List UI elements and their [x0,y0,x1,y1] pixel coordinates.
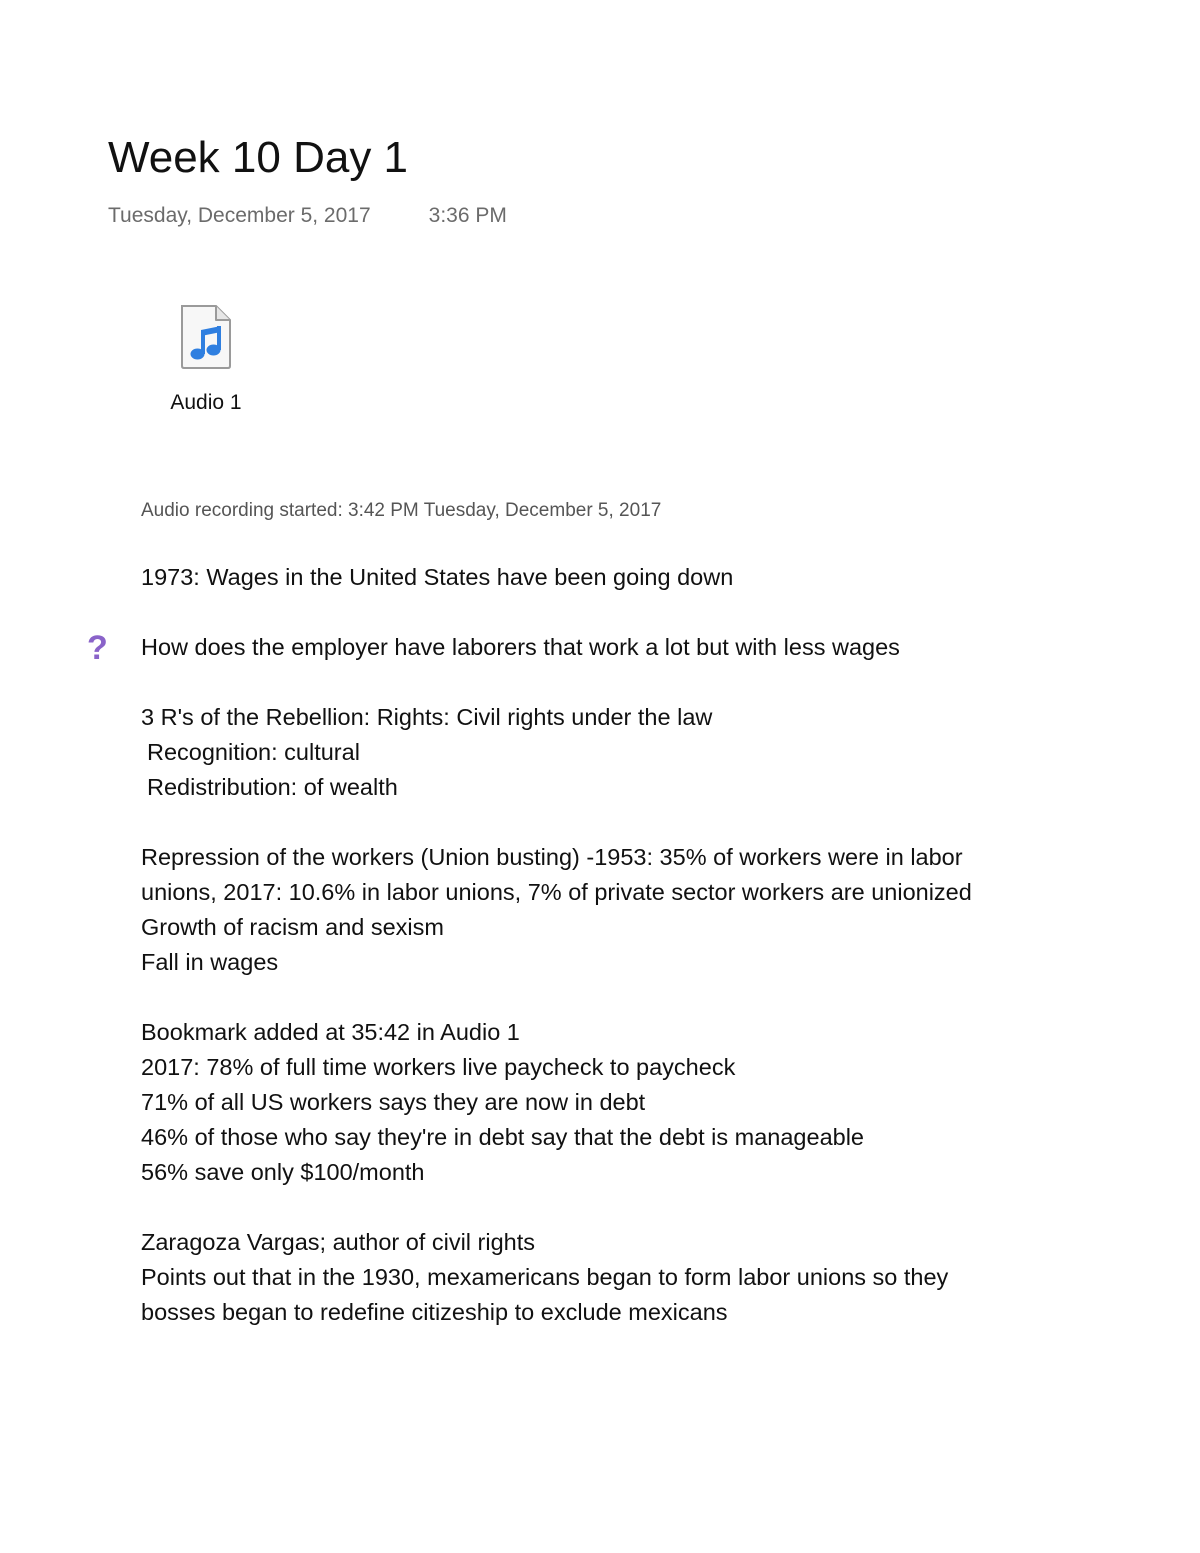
note-line-bookmark[interactable]: Bookmark added at 35:42 in Audio 1 [141,1019,520,1045]
note-body [87,560,1131,1330]
note-line-stats-1: 2017: 78% of full time workers live paycheck to paycheck [141,1054,736,1080]
note-line-wages-1973: 1973: Wages in the United States have been going down [141,564,734,590]
page-timestamp [108,202,507,230]
question-text: How does the employer have laborers that work a lot but with less wages [141,634,900,660]
audio-recording-note: Audio recording started: 3:42 PM Tuesday, December 5, 2017 [141,500,662,521]
note-line-repression-3: Growth of racism and sexism [141,914,444,940]
note-line-repression-4: Fall in wages [141,949,279,975]
note-line-question [87,629,1131,667]
note-line-stats-4: 56% save only $100/month [141,1159,425,1185]
note-line-vargas-3: bosses began to redefine citizeship to exclude mexicans [141,1299,728,1325]
note-line-vargas-1: Zaragoza Vargas; author of civil rights [141,1229,536,1255]
note-line-three-rs-rights: 3 R's of the Rebellion: Rights: Civil rights under the law [141,704,713,730]
page-title: Week 10 Day 1 [108,133,409,182]
question-tag-icon[interactable]: ? [87,629,108,667]
audio-attachment[interactable] [150,304,262,416]
page-time: 3:36 PM [428,204,507,227]
page-date: Tuesday, December 5, 2017 [108,204,371,227]
note-line-stats-2: 71% of all US workers says they are now in debt [141,1089,646,1115]
audio-attachment-label: Audio 1 [170,391,242,414]
note-line-three-rs-redistribution: Redistribution: of wealth [147,774,398,800]
audio-file-icon [178,304,234,370]
note-line-repression-2: unions, 2017: 10.6% in labor unions, 7% of private sector workers are unionized [141,879,972,905]
note-line-three-rs-recognition: Recognition: cultural [147,739,360,765]
note-line-repression-1: Repression of the workers (Union busting) -1953: 35% of workers were in labor [141,844,963,870]
note-line-vargas-2: Points out that in the 1930, mexamericans began to form labor unions so they [141,1264,949,1290]
note-line-stats-3: 46% of those who say they're in debt say that the debt is manageable [141,1124,865,1150]
